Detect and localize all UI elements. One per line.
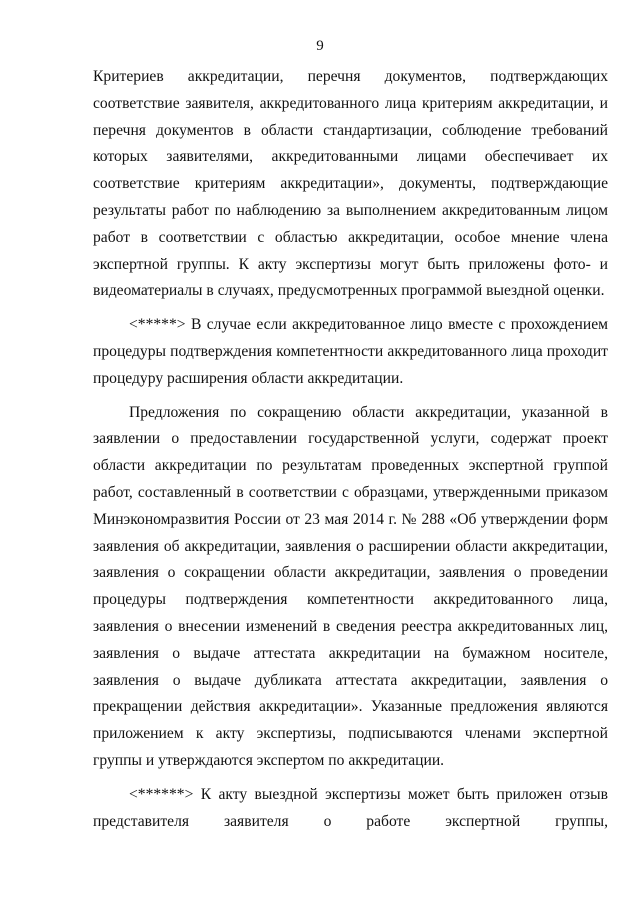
- footnote-6-paragraph: <******> К акту выездной экспертизы может быть приложен отзыв представителя заявителя о работе экспертной группы,: [93, 785, 608, 830]
- paragraph-criteria-continuation: Критериев аккредитации, перечня документов, подтверждающих соответствие заявителя, аккредитованного лица критериям аккредитации, и перечня документов в области стандартизации, соблюдение требований которых заявителями, аккредитованными лицами обеспечивает их соответствие критериям аккредитации», документы, подтверждающие результаты работ по наблюдению за выполнением аккредитованным лицом работ в соответствии с областью аккредитации, особое мнение члена экспертной группы. К акту экспертизы могут быть приложены фото- и видеоматериалы в случаях, предусмотренных программой выездной оценки.: [93, 68, 608, 300]
- footnote-5-paragraph: <*****> В случае если аккредитованное лицо вместе с прохождением процедуры подтверждения компетентности аккредитованного лица проходит процедуру расширения области аккредитации.: [93, 316, 608, 387]
- document-body: [93, 64, 608, 835]
- paragraph-reduction-proposals: Предложения по сокращению области аккредитации, указанной в заявлении о предоставлении государственной услуги, содержат проект области аккредитации по результатам проведенных экспертной группой работ, составленный в соответствии с образцами, утвержденными приказом Минэкономразвития России от 23 мая 2014 г. № 288 «Об утверждении форм заявления об аккредитации, заявления о расширении области аккредитации, заявления о сокращении области аккредитации, заявления о проведении процедуры подтверждения компетентности аккредитованного лица, заявления о внесении изменений в сведения реестра аккредитованных лиц, заявления о выдаче аттестата аккредитации на бумажном носителе, заявления о выдаче дубликата аттестата аккредитации, заявления о прекращении действия аккредитации». Указанные предложения являются приложением к акту экспертизы, подписываются членами экспертной группы и утверждаются экспертом по аккредитации.: [93, 403, 608, 769]
- page-number: 9: [316, 38, 324, 54]
